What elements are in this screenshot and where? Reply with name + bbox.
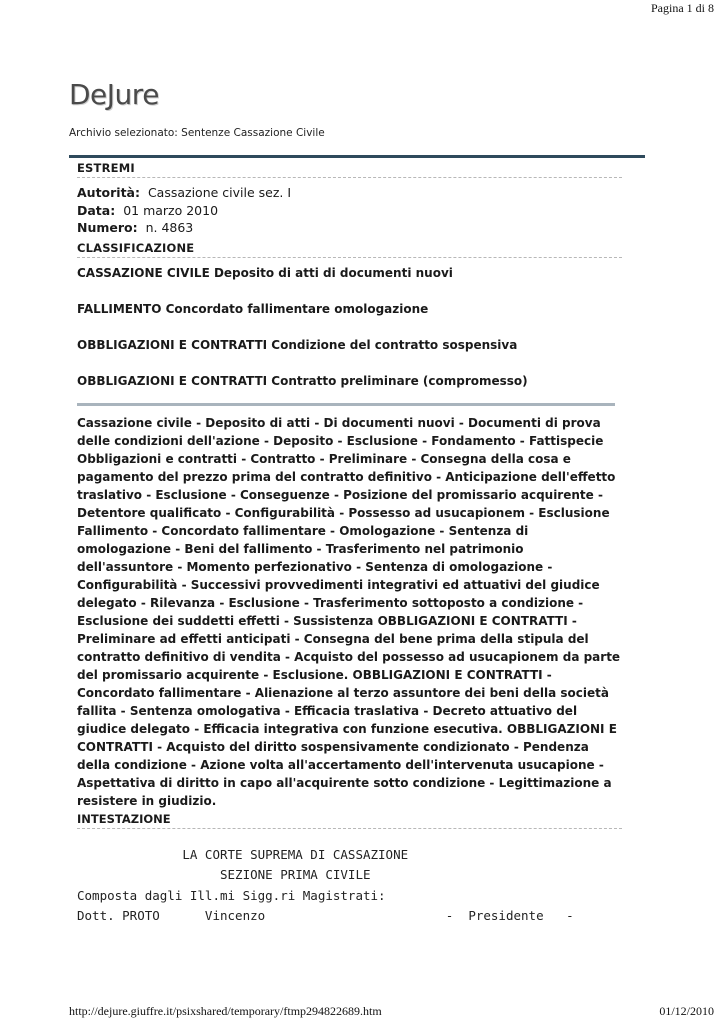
numero-field xyxy=(77,219,622,237)
estremi-heading: ESTREMI xyxy=(77,158,622,178)
classification-item: CASSAZIONE CIVILE Deposito di atti di documenti nuovi xyxy=(77,265,453,280)
classification-item: FALLIMENTO Concordato fallimentare omologazione xyxy=(77,301,429,316)
archive-label: Archivio selezionato: Sentenze Cassazione Civile xyxy=(69,127,325,139)
data-field xyxy=(77,202,622,220)
numero-label: Numero: xyxy=(77,220,138,235)
autorita-value: Cassazione civile sez. I xyxy=(147,185,292,200)
data-value: 01 marzo 2010 xyxy=(123,202,219,218)
dejure-logo: DeJure xyxy=(69,78,159,111)
classificazione-heading: CLASSIFICAZIONE xyxy=(77,238,622,258)
abstract-divider xyxy=(77,403,615,406)
page-indicator: Pagina 1 di 8 xyxy=(651,1,714,15)
footer-date: 01/12/2010 xyxy=(659,1004,714,1018)
president-line: Dott. PROTO Vincenzo - Presidente - xyxy=(77,908,574,923)
classification-item: OBBLIGAZIONI E CONTRATTI Condizione del contratto sospensiva xyxy=(77,337,518,352)
section-line: SEZIONE PRIMA CIVILE xyxy=(77,867,371,882)
document-body xyxy=(77,158,622,927)
autorita-field xyxy=(77,184,622,202)
data-label: Data: xyxy=(77,202,116,218)
classification-item: OBBLIGAZIONI E CONTRATTI Contratto preliminare (compromesso) xyxy=(77,373,528,388)
autorita-label: Autorità: xyxy=(77,185,140,200)
composition-line: Composta dagli Ill.mi Sigg.ri Magistrati: xyxy=(77,887,386,903)
court-name-line: LA CORTE SUPREMA DI CASSAZIONE xyxy=(77,846,409,862)
numero-value: n. 4863 xyxy=(145,220,194,235)
footer-url: http://dejure.giuffre.it/psixshared/temporary/ftmp294822689.htm xyxy=(69,1004,382,1018)
abstract-text: Cassazione civile - Deposito di atti - Di documenti nuovi - Documenti di prova delle condizioni dell'azione - Deposito - Esclusione - Fondamento - Fattispecie Obbligazioni e contratti - Contratto - Preliminare - Consegna della cosa e pagamento del prezzo prima del contratto definitivo - Anticipazione dell'effetto traslativo - Esclusione - Conseguenze - Posizione del promissario acquirente - Detentore qualificato - Configurabilità - Possesso ad usucapionem - Esclusione Fallimento - Concordato fallimentare - Omologazione - Sentenza di omologazione - Beni del fallimento - Trasferimento nel patrimonio dell'assuntore - Momento perfezionativo - Sentenza di omologazione - Configurabilità - Successivi provvedimenti integrativi ed attuativi del giudice delegato - Rilevanza - Esclusione - Trasferimento sottoposto a condizione - Esclusione dei suddetti effetti - Sussistenza OBBLIGAZIONI E CONTRATTI - Preliminare ad effetti anticipati - Consegna del bene prima della stipula del contratto definitivo di vendita - Acquisto del possesso ad usucapionem da parte del promissario acquirente - Esclusione. OBBLIGAZIONI E CONTRATTI - Concordato fallimentare - Alienazione al terzo assuntore dei beni della società fallita - Sentenza omologativa - Efficacia traslativa - Decreto attuativo del giudice delegato - Efficacia integrativa con funzione esecutiva. OBBLIGAZIONI E CONTRATTI - Acquisto del diritto sospensivamente condizionato - Pendenza della condizione - Azione volta all'accertamento dell'intervenuta usucapione - Aspettativa di diritto in capo all'acquirente sotto condizione - Legittimazione a resistere in giudizio. xyxy=(77,415,621,808)
intestazione-heading: INTESTAZIONE xyxy=(77,810,622,829)
